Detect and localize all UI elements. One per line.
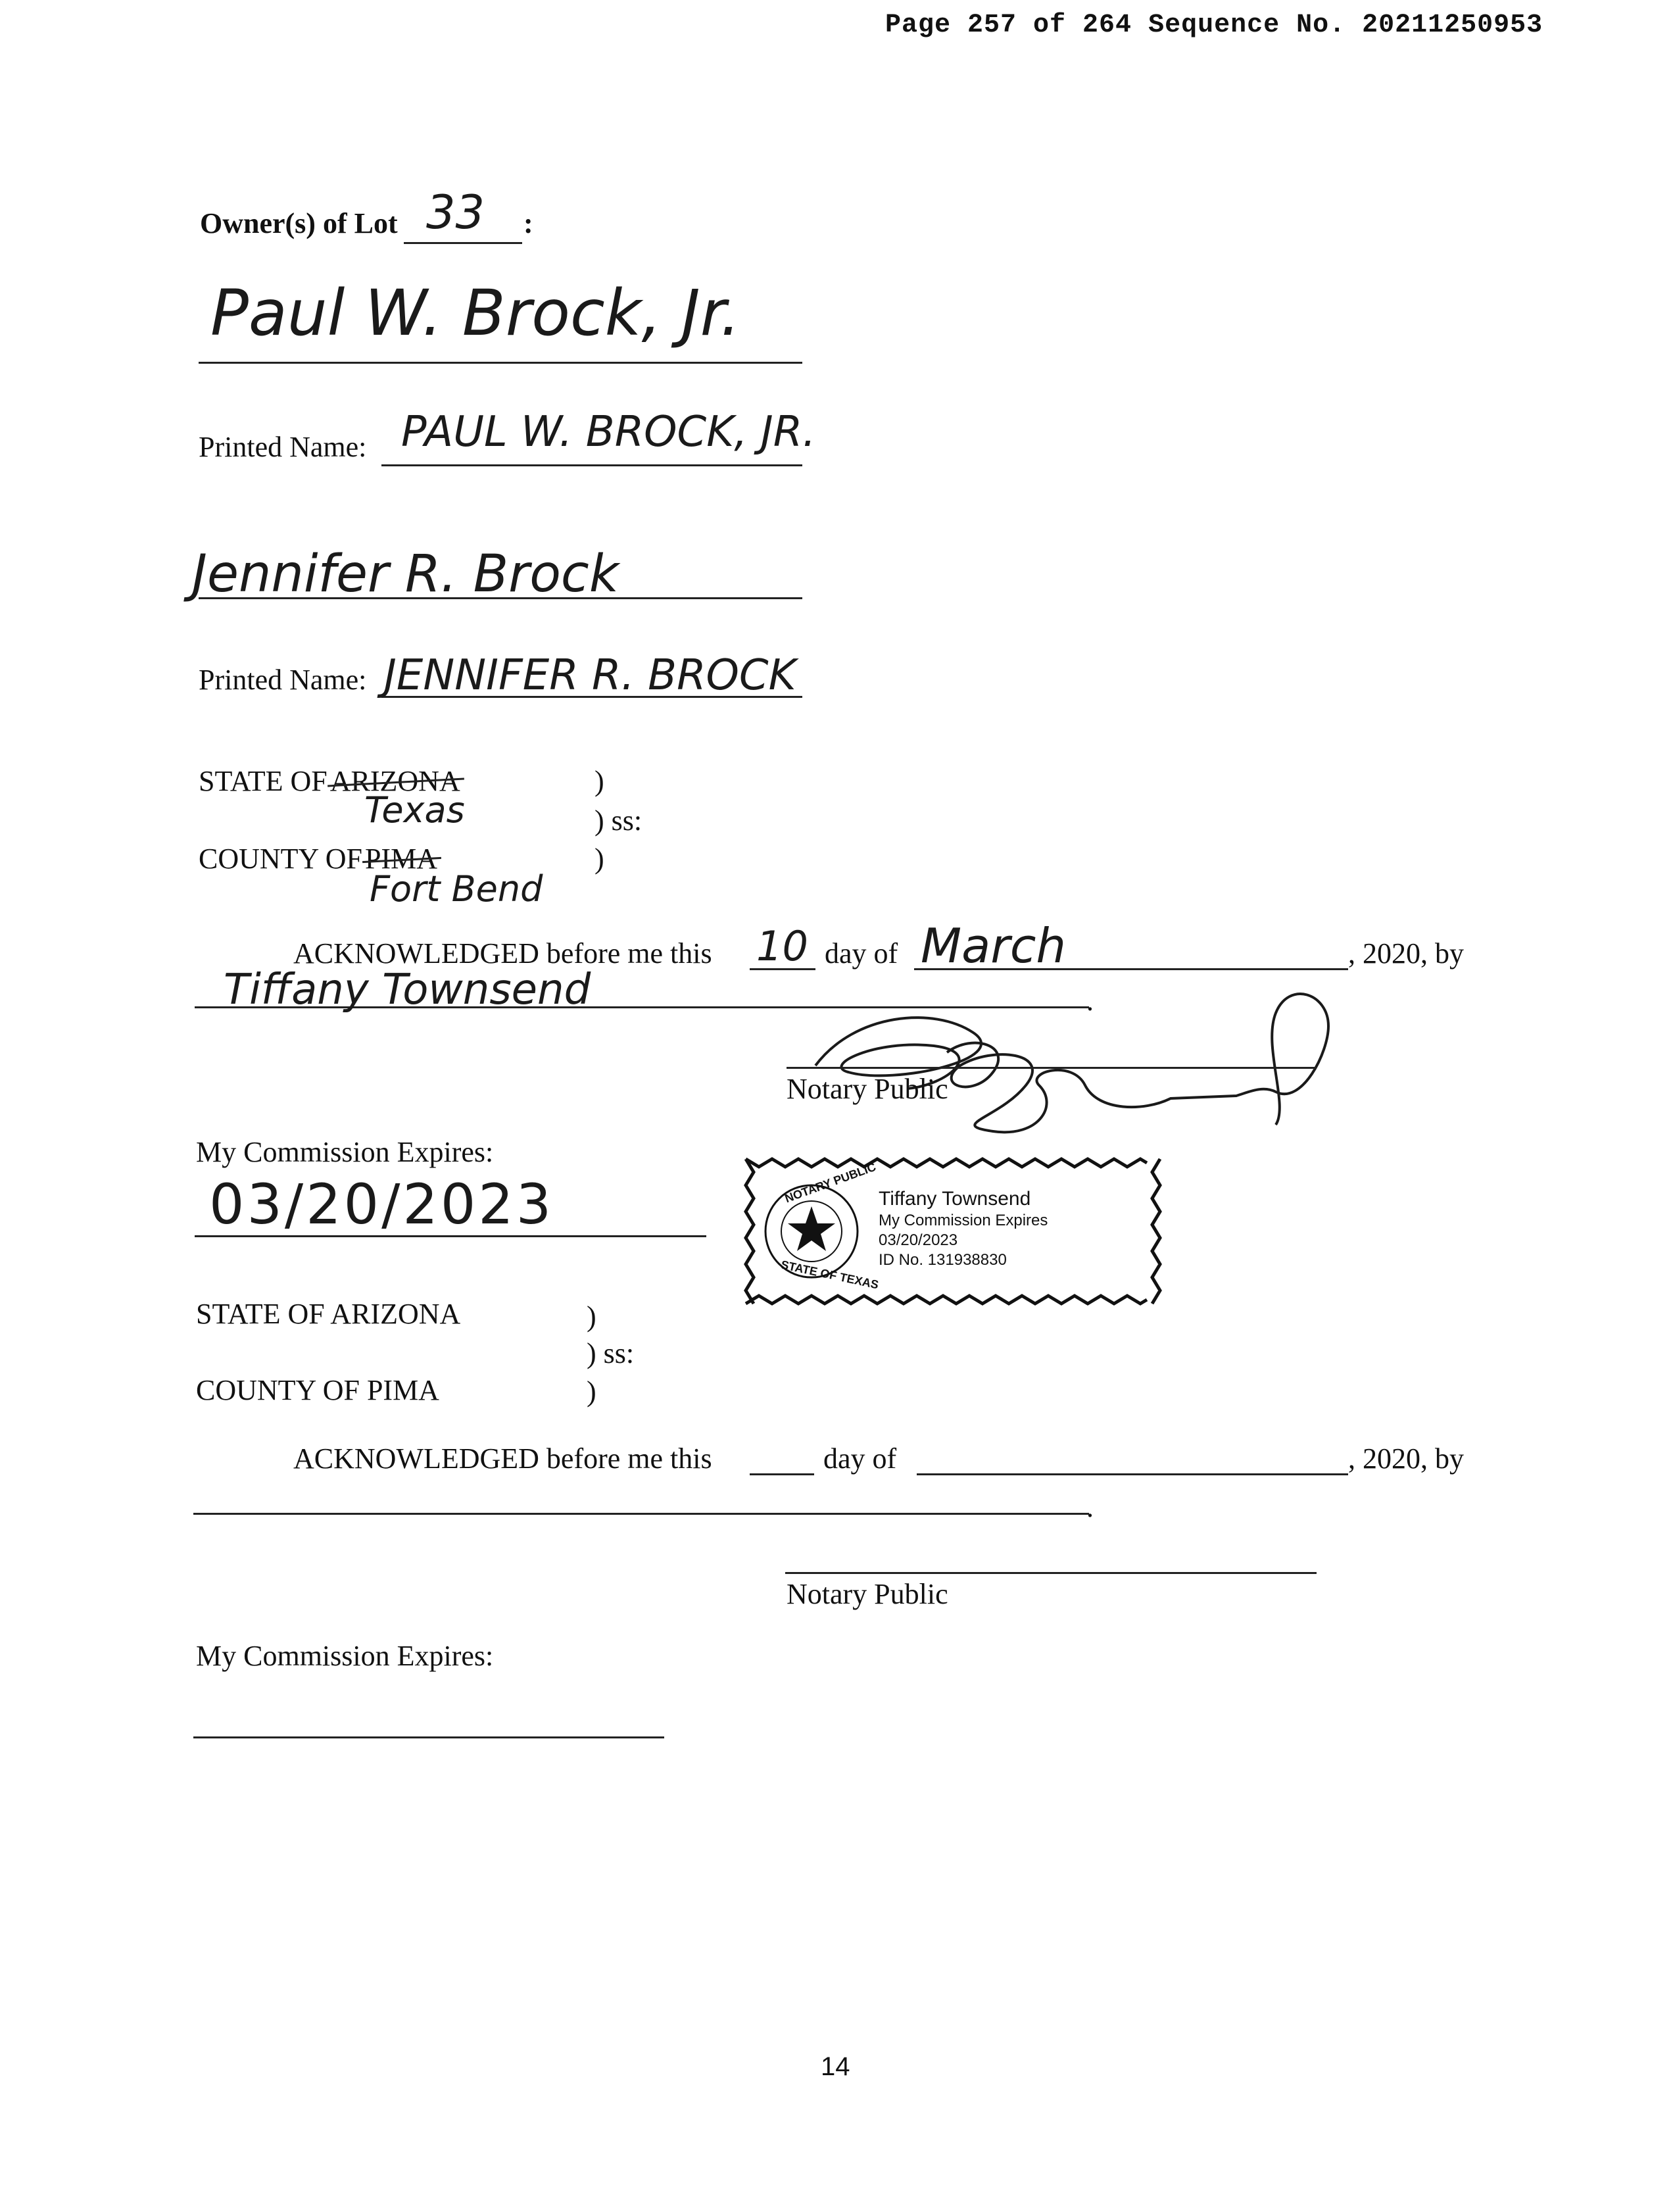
- lot-number: 33: [426, 185, 485, 239]
- state-paren-1: ): [594, 765, 604, 797]
- county-paren-1: ): [594, 843, 604, 875]
- notary-line-2: [785, 1572, 1317, 1574]
- county-paren-2: ): [587, 1375, 596, 1408]
- printed-name-line-1: [381, 464, 802, 466]
- stamp-id-number: ID No. 131938830: [879, 1251, 1007, 1269]
- printed-name-label-2: Printed Name:: [199, 664, 367, 696]
- owner-signature-1: Paul W. Brock, Jr.: [210, 276, 740, 350]
- ack-day-of-1: day of: [825, 937, 898, 970]
- ack-prefix-2: ACKNOWLEDGED before me this: [293, 1442, 712, 1475]
- ack-year-2: , 2020, by: [1348, 1442, 1464, 1475]
- county-line-2: COUNTY OF PIMA: [196, 1374, 439, 1406]
- notary-signature-1: [829, 993, 1058, 1023]
- owner-lot-colon: :: [523, 207, 533, 239]
- printed-name-label-1: Printed Name:: [199, 431, 367, 463]
- ss-label-2: ) ss:: [587, 1337, 635, 1369]
- ack-year-1: , 2020, by: [1348, 937, 1464, 970]
- signature-line-1: [199, 362, 802, 364]
- state-label: STATE OF: [199, 765, 327, 797]
- ack-period-1: .: [1086, 985, 1094, 1017]
- ack-prefix-1: ACKNOWLEDGED before me this: [293, 937, 712, 970]
- signature-line-2: [199, 597, 802, 599]
- stamp-expires-label: My Commission Expires: [879, 1212, 1048, 1229]
- stamp-seal-top: NOTARY PUBLIC: [783, 1160, 878, 1206]
- stamp-seal-bottom: STATE OF TEXAS: [779, 1258, 880, 1292]
- page-header: Page 257 of 264 Sequence No. 20211250953: [885, 11, 1543, 40]
- page-number: 14: [821, 2052, 850, 2081]
- state-paren-2: ): [587, 1300, 596, 1333]
- ack-day-of-2: day of: [823, 1442, 897, 1475]
- commission-label-2: My Commission Expires:: [196, 1640, 494, 1672]
- commission-date-1: 03/20/2023: [209, 1172, 554, 1237]
- county-handwritten: Fort Bend: [370, 868, 543, 910]
- state-line-2: STATE OF ARIZONA: [196, 1298, 461, 1330]
- ack-day-1: 10: [756, 922, 808, 970]
- ack-by-line-2: [193, 1513, 1089, 1515]
- notary-public-label-1: Notary Public: [787, 1073, 948, 1105]
- printed-name-2: JENNIFER R. BROCK: [384, 651, 796, 700]
- ack-month-line-2: [917, 1473, 1348, 1475]
- ack-day-line-2: [750, 1473, 814, 1475]
- state-handwritten: Texas: [364, 789, 465, 831]
- ss-label-1: ) ss:: [594, 804, 643, 837]
- county-label: COUNTY OF: [199, 843, 362, 875]
- printed-name-1: PAUL W. BROCK, JR.: [401, 408, 816, 456]
- county-struck: PIMA: [364, 843, 437, 875]
- state-struck: ARIZONA: [329, 765, 460, 797]
- commission-line-1: [195, 1235, 706, 1237]
- notary-line-1: [787, 1067, 1317, 1069]
- lot-number-line: [404, 242, 522, 244]
- stamp-name: Tiffany Townsend: [879, 1188, 1031, 1210]
- ack-by-name-1: Tiffany Townsend: [224, 966, 591, 1014]
- commission-line-2: [193, 1736, 664, 1738]
- commission-label-1: My Commission Expires:: [196, 1136, 494, 1168]
- notary-public-label-2: Notary Public: [787, 1578, 948, 1610]
- ack-period-2: .: [1086, 1491, 1094, 1523]
- owner-lot-label: Owner(s) of Lot: [200, 207, 398, 239]
- ack-month-1: March: [921, 918, 1067, 973]
- stamp-expiry-date: 03/20/2023: [879, 1231, 958, 1249]
- notary-stamp: [739, 1152, 1167, 1310]
- owner-signature-2: Jennifer R. Brock: [192, 545, 619, 604]
